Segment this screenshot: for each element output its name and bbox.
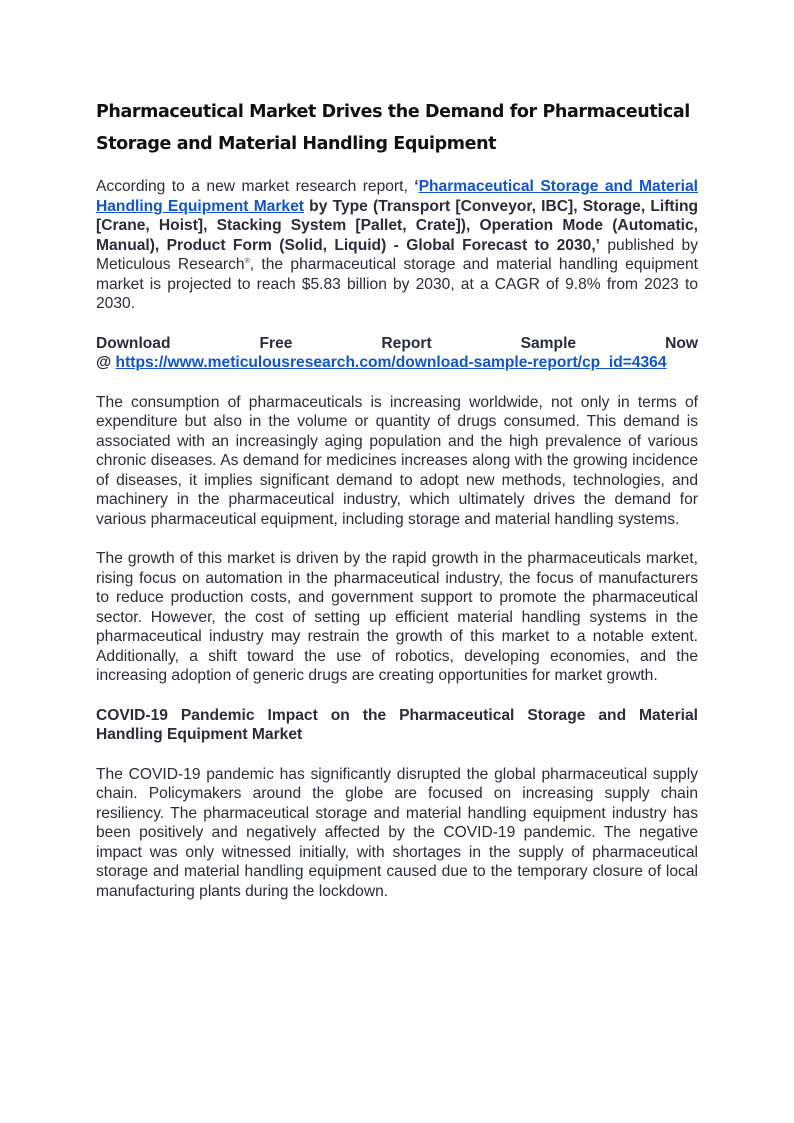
body-paragraph: The consumption of pharmaceuticals is increasing worldwide, not only in terms of expenditure but also in the volume or quantity of drugs consumed. This demand is associated with an increasingly aging population and the high prevalence of various chronic diseases. As demand for medicines increases along with the growing incidence of diseases, it implies significant demand to adopt new methods, technologies, and machinery in the pharmaceutical industry, which ultimately drives the demand for various pharmaceutical equipment, including storage and material handling systems. — [96, 393, 698, 528]
publisher-text: published by Meticulous Research — [96, 236, 699, 273]
download-word: Report — [381, 334, 432, 352]
download-word: Now — [665, 334, 698, 352]
covid-paragraph: The COVID-19 pandemic has significantly disrupted the global pharmaceutical supply chain. Policymakers around the globe are focused on increasing supply chain resiliency. The pharmaceutical storage and material handling equipment industry has been positively and negatively affected by the COVID-19 pandemic. The negative impact was only witnessed initially, with shortages in the supply of pharmaceutical storage and material handling equipment caused due to the temporary closure of local manufacturing plants during the lockdown. — [96, 765, 698, 900]
registered-mark: ® — [244, 257, 250, 265]
at-sign: @ — [96, 354, 116, 371]
report-title-rest: by Type (Transport [Conveyor, IBC], Storage, Lifting [Crane, Hoist], Stacking System [Pallet, Crate]), Operation Mode (Automatic, Manual), Product Form (Solid, Liquid) - Global Forecast to 2030,’ — [96, 197, 698, 254]
download-word: Free — [259, 334, 293, 352]
download-word: Download — [96, 334, 171, 352]
download-word: Sample — [520, 334, 577, 352]
document-page — [96, 96, 698, 901]
download-line — [96, 334, 698, 354]
body-paragraph: The growth of this market is driven by the rapid growth in the pharmaceuticals market, rising focus on automation in the pharmaceutical industry, the focus of manufacturers to reduce production costs, and government support to promote the pharmaceutical sector. However, the cost of setting up efficient material handling systems in the pharmaceutical industry may restrain the growth of this market to a notable extent. Additionally, a shift toward the use of robotics, developing economies, and the increasing adoption of generic drugs are creating opportunities for market growth. — [96, 550, 698, 684]
intro-paragraph — [96, 177, 698, 314]
page-title: Pharmaceutical Market Drives the Demand for Pharmaceutical Storage and Material Handling Equipment — [96, 102, 690, 154]
intro-lead: According to a new market research report, — [96, 178, 415, 195]
report-link[interactable]: Pharmaceutical Storage and Material Handling Equipment Market — [96, 178, 698, 215]
quote-open: ‘ — [414, 178, 419, 195]
download-url-line — [96, 353, 698, 373]
sample-download-link[interactable]: https://www.meticulousresearch.com/download-sample-report/cp_id=4364 — [115, 354, 667, 371]
covid-heading: COVID-19 Pandemic Impact on the Pharmaceutical Storage and Material Handling Equipment Market — [96, 706, 698, 743]
intro-tail: , the pharmaceutical storage and material handling equipment market is projected to reach $5.83 billion by 2030, at a CAGR of 9.8% from 2023 to 2030. — [96, 256, 699, 312]
